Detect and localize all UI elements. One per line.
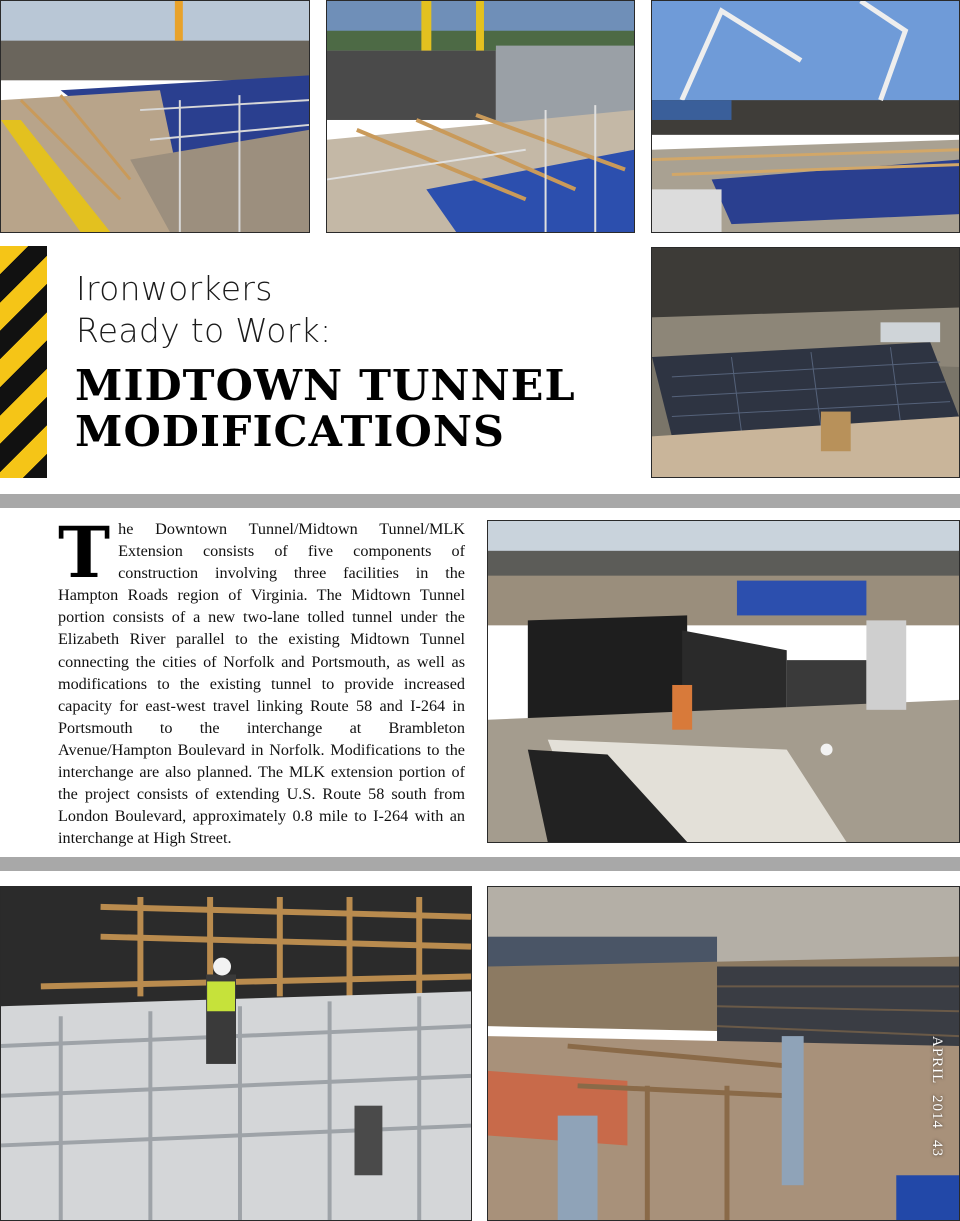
- headline-line-2: MODIFICATIONS: [75, 407, 505, 456]
- photo-concrete-pump-trucks: [651, 0, 960, 233]
- kicker-line-2: Ready to Work:: [76, 311, 332, 350]
- photo-ironworker-scaffold: [0, 886, 472, 1221]
- article-body-text: he Downtown Tunnel/Midtown Tunnel/MLK Extension consists of five components of construction involving three facilities in the Hampton Roads region of Virginia. The Midtown Tunnel portion consists of a new two-lane tolled tunnel under the Elizabeth River parallel to the existing Midtown Tunnel connecting the cities of Norfolk and Portsmouth, as well as modifications to the existing tunnel to provide increased capacity for east-west travel linking Route 58 and I-264 in Portsmouth to the interchange at Brambleton Avenue/Hampton Boulevard in Norfolk. Modifications to the interchange are also planned. The MLK extension portion of the project consists of extending U.S. Route 58 south from London Boulevard, approximately 0.8 mile to I-264 with an interchange at High Street.: [58, 520, 465, 848]
- folio-month: APRIL: [929, 1036, 945, 1085]
- kicker-line-1: Ironworkers: [76, 269, 273, 308]
- photo-tunnel-base-stairs: [487, 886, 960, 1221]
- drop-cap: T: [58, 511, 111, 594]
- photo-excavation-black-membrane: [487, 520, 960, 843]
- photo-rebar-deck-workers: [0, 0, 310, 233]
- folio: [893, 1036, 945, 1186]
- photo-formwork-scaffolding: [326, 0, 635, 233]
- folio-year: 2014: [929, 1095, 945, 1130]
- article-body: [58, 511, 465, 849]
- hazard-stripe-bar: [0, 246, 47, 478]
- folio-page: 43: [929, 1139, 945, 1157]
- photo-tunnel-floor-rebar: [651, 247, 960, 478]
- section-divider-top: [0, 494, 960, 508]
- section-divider-bottom: [0, 857, 960, 871]
- headline-line-1: MIDTOWN TUNNEL: [75, 361, 576, 410]
